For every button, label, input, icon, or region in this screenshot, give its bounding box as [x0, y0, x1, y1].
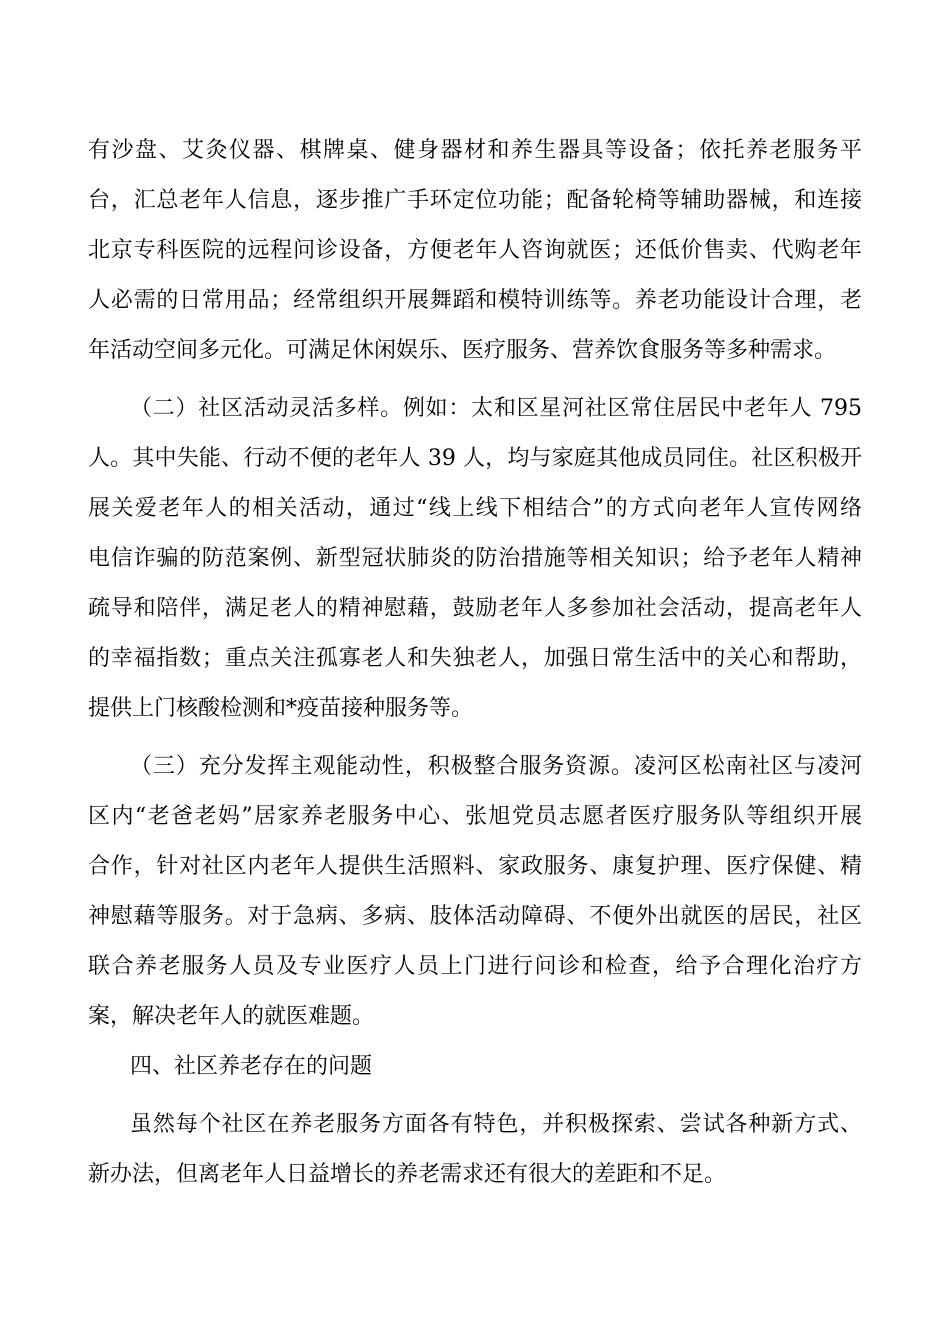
paragraph-line: 案，解决老年人的就医难题。 — [88, 1004, 375, 1029]
paragraph-line: 疏导和陪伴，满足老人的精神慰藉，鼓励老年人多参加社会活动，提高老年人 — [88, 596, 862, 621]
paragraph-line: 新办法，但离老年人日益增长的养老需求还有很大的差距和不足。 — [88, 1162, 727, 1187]
paragraph-line: 展关爱老年人的相关活动，通过“线上线下相结合”的方式向老年人宣传网络 — [88, 496, 862, 521]
paragraph-line: 区内“老爸老妈”居家养老服务中心、张旭党员志愿者医疗服务队等组织开展 — [88, 804, 862, 829]
paragraph-line: 人。其中失能、行动不便的老年人 39 人，均与家庭其他成员同住。社区积极开 — [88, 446, 862, 471]
paragraph-line: 台，汇总老年人信息，逐步推广手环定位功能；配备轮椅等辅助器械，和连接 — [88, 188, 862, 213]
paragraph-line: 电信诈骗的防范案例、新型冠状肺炎的防治措施等相关知识；给予老年人精神 — [88, 546, 862, 571]
paragraph-line: 有沙盘、艾灸仪器、棋牌桌、健身器材和养生器具等设备；依托养老服务平 — [88, 138, 862, 163]
section-heading: 四、社区养老存在的问题 — [130, 1054, 373, 1079]
paragraph-line: （三）充分发挥主观能动性，积极整合服务资源。凌河区松南社区与凌河 — [130, 754, 862, 779]
paragraph-line: （二）社区活动灵活多样。例如：太和区星河社区常住居民中老年人 795 — [130, 396, 862, 421]
paragraph-line: 北京专科医院的远程问诊设备，方便老年人咨询就医；还低价售卖、代购老年 — [88, 238, 862, 263]
paragraph-line: 联合养老服务人员及专业医疗人员上门进行问诊和检查，给予合理化治疗方 — [88, 954, 862, 979]
paragraph-line: 提供上门核酸检测和*疫苗接种服务等。 — [88, 696, 474, 721]
paragraph-line: 人必需的日常用品；经常组织开展舞蹈和模特训练等。养老功能设计合理，老 — [88, 288, 862, 313]
paragraph-line: 神慰藉等服务。对于急病、多病、肢体活动障碍、不便外出就医的居民，社区 — [88, 904, 862, 929]
paragraph-line: 的幸福指数；重点关注孤寡老人和失独老人，加强日常生活中的关心和帮助， — [88, 646, 862, 671]
paragraph-line: 合作，针对社区内老年人提供生活照料、家政服务、康复护理、医疗保健、精 — [88, 854, 862, 879]
paragraph-line: 年活动空间多元化。可满足休闲娱乐、医疗服务、营养饮食服务等多种需求。 — [88, 338, 837, 363]
paragraph-line: 虽然每个社区在养老服务方面各有特色，并积极探索、尝试各种新方式、 — [130, 1112, 862, 1137]
